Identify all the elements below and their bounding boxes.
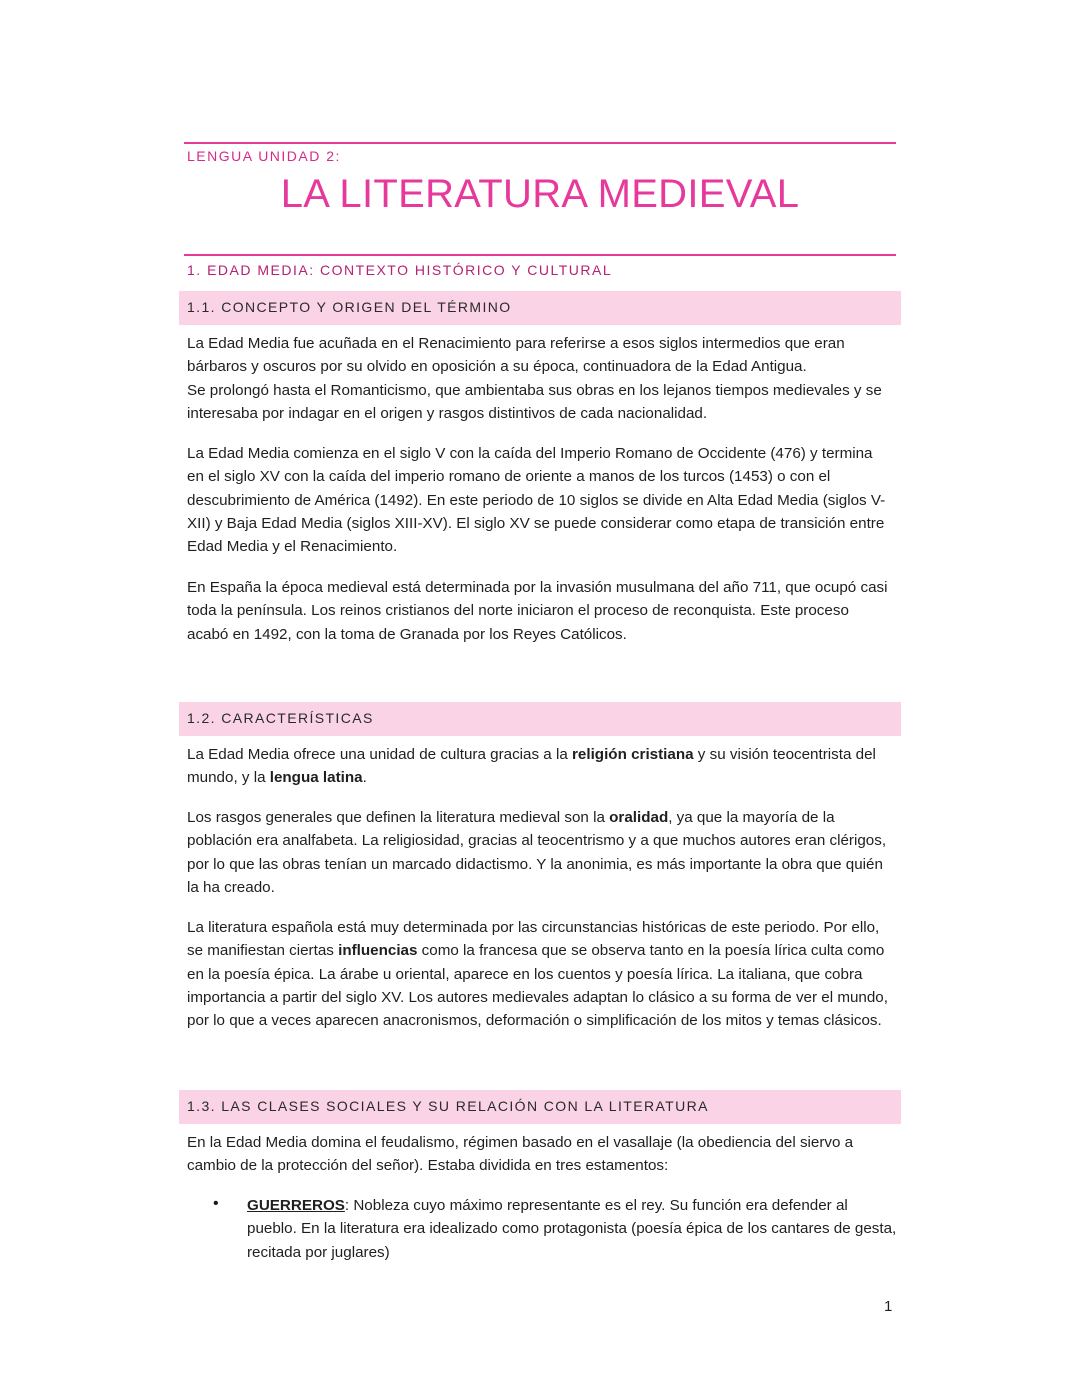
text-run: La literatura española está muy determinada por las circunstancias históricas de este periodo. Por ello, se manifiestan ciertas — [187, 919, 880, 960]
paragraph-1-2-a — [187, 743, 893, 790]
text-run: La Edad Media ofrece una unidad de cultura gracias a la — [187, 746, 573, 763]
top-divider — [184, 142, 896, 144]
section-1-1-heading: 1.1. CONCEPTO Y ORIGEN DEL TÉRMINO — [187, 299, 512, 315]
paragraph-1-2-b — [187, 806, 893, 899]
bullet-icon: • — [213, 1195, 219, 1212]
section-1-2-band — [179, 702, 901, 736]
paragraph-1-1-b: La Edad Media comienza en el siglo V con la caída del Imperio Romano de Occidente (476) y termina en el siglo XV con la caída del imperio romano de oriente a manos de los turcos (1453) o con el descubrimiento de América (1492). En este periodo de 10 siglos se divide en Alta Edad Media (siglos V-XII) y Baja Edad Media (siglos XIII-XV). El siglo XV se puede considerar como etapa de transición entre Edad Media y el Renacimiento. — [187, 445, 886, 556]
bold-term: lengua latina — [269, 769, 363, 787]
paragraph-1-2-c — [187, 916, 893, 1032]
text-run: Los rasgos generales que definen la literatura medieval son la — [187, 809, 610, 826]
paragraph-1-3-a: En la Edad Media domina el feudalismo, régimen basado en el vasallaje (la obediencia del siervo a cambio de la protección del señor). Estaba dividida en tres estamentos: — [187, 1134, 854, 1175]
text-run: como la francesa que se observa tanto en la poesía lírica culta como en la poesía épica. La árabe u oriental, aparece en los cuentos y poesía lírica. La italiana, que cobra importancia a partir del siglo XV. Los autores medievales adaptan lo clásico a su forma de ver el mundo, por lo que a veces aparecen anacronismos, deformación o simplificación de los mitos y temas clásicos. — [187, 942, 888, 1030]
section-1-heading: 1. EDAD MEDIA: CONTEXTO HISTÓRICO Y CULTURAL — [187, 262, 613, 278]
bold-term: religión cristiana — [572, 746, 694, 763]
bullet-description: : Nobleza cuyo máximo representante es el rey. Su función era defender al pueblo. En la literatura era idealizado como protagonista (poesía épica de los cantares de gesta, recitada por juglares) — [247, 1197, 897, 1261]
section-1-3-heading: 1.3. LAS CLASES SOCIALES Y SU RELACIÓN CON LA LITERATURA — [187, 1098, 709, 1114]
bullet-term: GUERREROS — [247, 1197, 345, 1214]
bold-term: influencias — [338, 942, 418, 960]
bullet-item-guerreros — [247, 1194, 897, 1264]
section-1-1-band — [179, 291, 901, 325]
document-title: LA LITERATURA MEDIEVAL — [280, 172, 800, 216]
paragraph-1-1-a — [187, 332, 893, 425]
text-run: . — [362, 769, 367, 787]
bold-term: oralidad — [609, 809, 669, 826]
section-1-3-band — [179, 1090, 901, 1124]
paragraph-text: Se prolongó hasta el Romanticismo, que ambientaba sus obras en los lejanos tiempos medievales y se interesaba por indagar en el origen y rasgos distintivos de cada nacionalidad. — [187, 381, 882, 422]
paragraph-1-1-c: En España la época medieval está determinada por la invasión musulmana del año 711, que ocupó casi toda la península. Los reinos cristianos del norte iniciaron el proceso de reconquista. Este proceso acabó en 1492, con la toma de Granada por los Reyes Católicos. — [187, 579, 888, 643]
page-number: 1 — [884, 1298, 893, 1315]
text-run: y su visión teocentrista del mundo, y la — [187, 746, 876, 787]
subject-label: LENGUA UNIDAD 2: — [187, 148, 341, 164]
title-divider — [184, 254, 896, 256]
paragraph-text: La Edad Media fue acuñada en el Renacimiento para referirse a esos siglos intermedios que eran bárbaros y oscuros por su olvido en oposición a su época, continuadora de la Edad Antigua. — [187, 335, 845, 376]
text-run: , ya que la mayoría de la población era analfabeta. La religiosidad, gracias al teocentrismo y a que muchos autores eran clérigos, por lo que las obras tenían un marcado didactismo. Y la anonimia, es más importante la obra que quién la ha creado. — [187, 809, 887, 896]
section-1-2-heading: 1.2. CARACTERÍSTICAS — [187, 710, 374, 726]
